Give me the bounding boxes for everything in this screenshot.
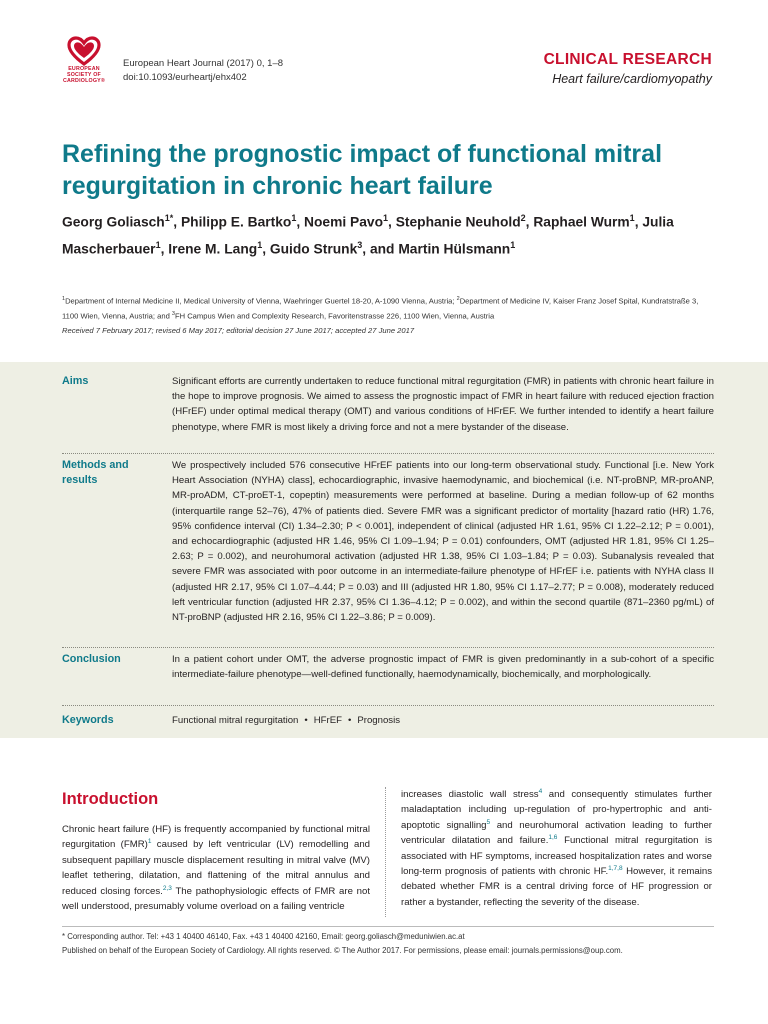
affiliation-marker: 1 [62, 296, 66, 302]
body-text: Functional mitral regurgitation is associated with HF symptoms, increased hospitalization rates and worse long-term prognosis of patients with chronic HF. [401, 835, 712, 878]
affiliation-text: Department of Medicine IV, Kaiser Franz Josef Spital, Kundratstraße 3, 1100 Wien, Vienna, Austria; and [62, 296, 699, 321]
keyword-separator: • [304, 715, 308, 726]
abstract-divider [62, 647, 714, 648]
methods-heading: Methods and results [62, 459, 129, 486]
keyword[interactable]: Prognosis [357, 715, 401, 726]
author-affiliation-marker: 3 [357, 239, 363, 250]
section-name: CLINICAL RESEARCH [543, 51, 712, 68]
article-title: Refining the prognostic impact of functional mitral regurgitation in chronic heart failure [62, 140, 663, 200]
footnote-rule [62, 926, 714, 927]
author-name[interactable]: Irene M. Lang [168, 241, 258, 257]
author-name[interactable]: Raphael Wurm [533, 214, 630, 230]
author-separator: , [296, 214, 305, 230]
conclusion-text: In a patient cohort under OMT, the adverse prognostic impact of FMR is given predominantly in a sub-cohort of a specific intermediate-failure phenotype—well-defined functionally, haemodynamically, biochemically, and morphologically. [172, 654, 714, 681]
keywords-list [172, 713, 714, 728]
body-text: The pathophysiologic effects of FMR are not well understood, presumably volume overload on a failing ventricle [62, 885, 371, 913]
corresponding-author-note: * Corresponding author. Tel: +43 1 40400 46140, Fax. +43 1 40400 42160, Email: georg.goliasch@meduniwien.ac.at [62, 932, 465, 941]
keyword-separator: • [348, 715, 352, 726]
keyword[interactable]: Functional mitral regurgitation [172, 715, 299, 726]
author-separator: , [173, 214, 181, 230]
intro-column-left [62, 822, 370, 914]
aims-heading: Aims [62, 375, 89, 387]
reference-link[interactable]: 2,3 [162, 884, 172, 892]
author-separator: , [525, 214, 534, 230]
abstract-divider [62, 705, 714, 706]
structured-abstract [0, 362, 768, 738]
intro-column-right [401, 787, 712, 910]
author-name[interactable]: Guido Strunk [269, 241, 358, 257]
conclusion-heading: Conclusion [62, 653, 121, 665]
author-list [62, 207, 722, 260]
affiliation-marker: 2 [456, 296, 460, 302]
body-text: and consequently stimulates further maladaptation including up-regulation of pro-hypertrophic and anti-apoptotic signalling [401, 789, 712, 831]
affiliations [62, 293, 712, 323]
author-affiliation-marker: 1 [155, 239, 161, 250]
reference-link[interactable]: 1 [147, 838, 152, 846]
reference-link[interactable]: 1,7,8 [608, 864, 623, 872]
author-separator: , [388, 214, 396, 230]
author-affiliation-marker: 1 [257, 239, 263, 250]
aims-text: Significant efforts are currently undertaken to reduce functional mitral regurgitation (FMR) in patients with chronic heart failure in the hope to improve prognosis. We aimed to assess the prognostic impact of FMR in heart failure with reduced ejection fraction (HFrEF) under optimal medical therapy (OMT) and various conditions of HFrEF. We further intended to identify a heart failure phenotype, where FMR is most likely a driving force and not a mere bystander of the disease. [172, 376, 714, 433]
journal-info [123, 57, 283, 85]
keyword[interactable]: HFrEF [313, 715, 342, 726]
introduction-heading: Introduction [62, 790, 159, 808]
body-text: increases diastolic wall stress [401, 789, 539, 800]
affiliation-text: Department of Internal Medicine II, Medical University of Vienna, Waehringer Guertel 18-20, A-1090 Vienna, Austria; [65, 296, 457, 306]
author-separator: , [634, 214, 643, 230]
received-dates: Received 7 February 2017; revised 6 May 2017; editorial decision 27 June 2017; accepted 27 June 2017 [62, 326, 415, 335]
body-text: and neurohumoral activation leading to further ventricular dilatation and failure. [401, 819, 712, 847]
author-name[interactable]: Stephanie Neuhold [395, 214, 521, 230]
reference-link[interactable]: 1,6 [548, 834, 558, 842]
abstract-divider [62, 453, 714, 454]
author-name[interactable]: Georg Goliasch [62, 214, 165, 230]
author-name[interactable]: Noemi Pavo [304, 214, 383, 230]
author-name[interactable]: Julia Mascherbauer [62, 214, 674, 257]
author-separator: , and [362, 241, 399, 257]
methods-text: We prospectively included 576 consecutive HFrEF patients into our long-term observational study. Functional [i.e. New York Heart Association (NYHA) class], echocardiographic, invasive haemodynamic, and biochemical (i.e. NT-proBNP, MR-proANP, MR-proADM, CT-proET-1, copeptin) measurements were performed at baseline. During a median follow-up of 62 months (interquartile range 52–76), 47% of patients died. Severe FMR was a significant predictor of mortality [hazard ratio (HR) 1.76, 95% confidence interval (CI) 1.34–2.30; P < 0.001], independent of clinical (adjusted HR 1.61, 95% CI 1.22–2.12; P = 0.001), and echocardiographic (adjusted HR 1.46, 95% CI 1.09–1.94; P = 0.01) confounders, OMT (adjusted HR 1.81, 95% CI 1.25–2.63; P = 0.002), and neurohumoral activation (adjusted HR 1.38, 95% CI 1.03–1.84; P = 0.03). Subanalysis revealed that severe FMR was associated with poor outcome in an intermediate-failure phenotype of HFrEF i.e. patients with NYHA class II (adjusted HR 2.17, 95% CI 1.07–4.44; P = 0.03) and III (adjusted HR 1.80, 95% CI 1.17–2.77; P = 0.008), moderately reduced left ventricular function (adjusted HR 2.37, 95% CI 1.36–4.12; P = 0.002), and within the second quartile (871–2360 pg/mL) of NT-proBNP (adjusted HR 2.16, 95% CI 1.22–3.86; P = 0.009). [172, 460, 714, 624]
body-text: caused by left ventricular (LV) remodelling and subsequent papillary muscle displacement resulting in mitral valve (MV) leaflet tethering, dilatation, and flattening of the mitral annulus and reduced closing forces. [62, 839, 370, 897]
author-affiliation-marker: 1 [629, 213, 635, 223]
author-name[interactable]: Martin Hülsmann [398, 241, 511, 257]
affiliation-text: FH Campus Wien and Complexity Research, Favoritenstrasse 226, 1100 Wien, Vienna, Austria [174, 311, 495, 321]
author-affiliation-marker: 1 [383, 213, 389, 223]
affiliation-marker: 3 [171, 311, 175, 318]
author-affiliation-marker: 2 [520, 213, 526, 223]
logo-text: EUROPEAN SOCIETY OF CARDIOLOGY® [62, 66, 105, 84]
reference-link[interactable]: 4 [538, 787, 543, 795]
author-affiliation-marker: 1 [510, 239, 516, 250]
author-separator: , [262, 241, 270, 257]
esc-logo [58, 36, 110, 84]
reference-link[interactable]: 5 [486, 818, 491, 826]
keywords-heading: Keywords [62, 714, 114, 726]
body-text: Chronic heart failure (HF) is frequently accompanied by functional mitral regurgitation (FMR) [62, 824, 370, 851]
author-separator: , [160, 241, 169, 257]
heart-logo-icon [67, 36, 101, 66]
author-affiliation-marker: 1 [291, 213, 297, 223]
section-label [544, 51, 712, 86]
subsection-name: Heart failure/cardiomyopathy [552, 72, 712, 86]
author-affiliation-marker: 1* [164, 213, 174, 223]
body-text: However, it remains debated whether FMR is a central driving force of HF progression or rather a bystander, reflecting the severity of the disease. [401, 866, 713, 908]
doi-link[interactable]: doi:10.1093/eurheartj/ehx402 [123, 72, 247, 83]
author-name[interactable]: Philipp E. Bartko [180, 214, 292, 230]
journal-citation: European Heart Journal (2017) 0, 1–8 [123, 58, 284, 69]
publication-note: Published on behalf of the European Society of Cardiology. All rights reserved. © The Author 2017. For permissions, please email: journals.permissions@oup.com. [62, 946, 623, 955]
column-divider [385, 787, 386, 917]
